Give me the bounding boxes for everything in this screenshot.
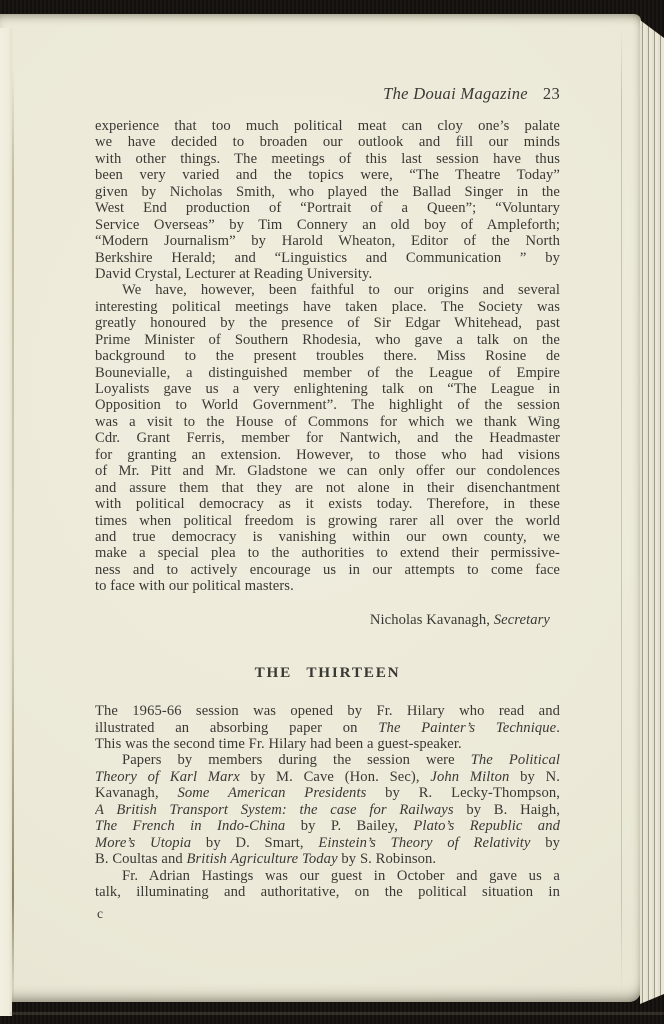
text-segment: The 1965-66 session was opened by Fr. Hilary who read and xyxy=(95,703,560,720)
text-segment: by D. Smart, xyxy=(191,834,319,851)
text-segment: B. Coultas and xyxy=(95,851,187,868)
text-segment: by M. Cave (Hon. Sec), xyxy=(239,768,431,785)
text-line xyxy=(95,118,560,134)
text-segment: Berkshire Herald; and “Linguistics and Communication ” by xyxy=(95,249,560,266)
text-line xyxy=(95,562,560,578)
text-segment: Service Overseas” by Tim Connery an old boy of Ampleforth; xyxy=(95,216,560,233)
text-segment: been very varied and the topics were, “The Theatre Today” xyxy=(95,167,560,184)
text-line xyxy=(95,703,560,719)
text-segment: we have decided to broaden our outlook and fill our minds xyxy=(95,134,560,151)
text-line xyxy=(95,736,560,752)
text-line xyxy=(95,802,560,818)
text-segment: by N. xyxy=(509,768,560,785)
text-line xyxy=(95,184,560,200)
text-segment: for granting an extension. However, to those who had visions xyxy=(95,446,560,463)
italic-text-segment: The French in Indo-China xyxy=(95,818,286,835)
printers-signature-mark: c xyxy=(97,906,103,921)
text-segment: Prime Minister of Southern Rhodesia, who gave a talk on the xyxy=(95,331,560,348)
italic-text-segment: Einstein’s Theory of Relativity xyxy=(318,834,531,851)
text-segment: with political democracy as it exists today. Therefore, in these xyxy=(95,496,560,513)
page-edges-stack xyxy=(640,20,664,1004)
paragraph xyxy=(95,752,560,867)
text-segment: Nicholas Kavanagh, xyxy=(369,611,494,628)
text-line xyxy=(95,299,560,315)
text-segment: was a visit to the House of Commons for which we thank Wing xyxy=(95,413,560,430)
text-line xyxy=(95,315,560,331)
page-number: 23 xyxy=(542,84,560,103)
text-line xyxy=(95,414,560,430)
text-line xyxy=(95,250,560,266)
text-segment: background to the present troubles there. Miss Rosine de xyxy=(95,348,560,365)
italic-text-segment: British Agriculture Today xyxy=(186,851,338,868)
text-line xyxy=(95,266,560,282)
text-segment: Fr. Adrian Hastings was our guest in October and gave us a xyxy=(122,867,560,884)
text-line xyxy=(95,752,560,768)
text-line xyxy=(95,348,560,364)
paragraph xyxy=(95,703,560,752)
italic-text-segment: A British Transport System: the case for Railways xyxy=(95,801,454,818)
italic-text-segment: Secretary xyxy=(493,611,550,628)
text-segment: greatly honoured by the presence of Sir Edgar Whitehead, past xyxy=(95,315,560,332)
paragraph xyxy=(95,868,560,901)
text-segment: times when political freedom is growing rarer all over the world xyxy=(95,512,560,529)
text-line xyxy=(95,167,560,183)
text-line xyxy=(95,496,560,512)
text-segment: illustrated an absorbing paper on xyxy=(95,719,379,736)
text-line xyxy=(95,868,560,884)
text-segment: make a special plea to the authorities to extend their permissive- xyxy=(95,545,560,562)
text-line xyxy=(95,720,560,736)
text-segment: by S. Robinson. xyxy=(337,851,437,868)
text-line xyxy=(95,151,560,167)
paragraph xyxy=(95,118,560,282)
text-line xyxy=(95,884,560,900)
text-segment: David Crystal, Lecturer at Reading University. xyxy=(95,265,373,282)
text-line xyxy=(95,134,560,150)
paragraph xyxy=(95,282,560,594)
signature-line xyxy=(95,612,560,628)
text-line xyxy=(95,282,560,298)
running-header xyxy=(95,84,560,104)
text-line xyxy=(95,818,560,834)
text-line xyxy=(95,851,560,867)
text-column xyxy=(95,118,560,900)
text-segment: This was the second time Fr. Hilary had been a guest-speaker. xyxy=(95,736,462,752)
italic-text-segment: More’s Utopia xyxy=(95,834,192,851)
text-segment: of Mr. Pitt and Mr. Gladstone we can only offer our condolences xyxy=(95,463,560,480)
italic-text-segment: John Milton xyxy=(430,768,510,785)
magazine-title: The Douai Magazine xyxy=(383,84,528,103)
text-segment: Loyalists gave us a very enlightening talk on “The League in xyxy=(95,381,560,397)
text-segment: to face with our political masters. xyxy=(95,578,294,595)
italic-text-segment: Theory of Karl Marx xyxy=(95,768,240,785)
magazine-page xyxy=(0,14,641,1002)
text-line xyxy=(95,430,560,446)
text-line xyxy=(95,332,560,348)
text-segment: Kavanagh, xyxy=(95,785,178,802)
text-line xyxy=(95,447,560,463)
text-segment: by P. Bailey, xyxy=(285,818,414,835)
text-segment: Opposition to World Government”. The highlight of the session xyxy=(95,397,560,414)
text-segment: We have, however, been faithful to our origins and several xyxy=(122,282,560,299)
page-fold-strip xyxy=(0,28,12,1016)
text-line xyxy=(95,578,560,594)
text-line xyxy=(95,529,560,545)
text-segment: . xyxy=(556,719,560,736)
text-line xyxy=(95,463,560,479)
italic-text-segment: Some American Presidents xyxy=(177,785,367,802)
text-segment: by R. Lecky-Thompson, xyxy=(366,785,560,802)
text-segment: interesting political meetings have taken place. The Society was xyxy=(95,298,560,315)
text-segment: Bounevialle, a distinguished member of the League of Empire xyxy=(95,364,560,381)
text-segment: Cdr. Grant Ferris, member for Nantwich, and the Headmaster xyxy=(95,430,560,447)
text-line xyxy=(95,200,560,216)
text-segment: Papers by members during the session were xyxy=(122,752,471,769)
text-line xyxy=(95,835,560,851)
page-crease xyxy=(12,66,14,1010)
text-line xyxy=(95,785,560,801)
section-heading: THE THIRTEEN xyxy=(254,664,401,682)
text-line xyxy=(95,381,560,397)
italic-text-segment: The Political xyxy=(470,752,560,769)
text-segment: given by Nicholas Smith, who played the Ballad Singer in the xyxy=(95,183,560,200)
text-line xyxy=(95,513,560,529)
text-line xyxy=(95,397,560,413)
text-line xyxy=(95,480,560,496)
text-line xyxy=(95,545,560,561)
page-edge-line xyxy=(621,26,622,998)
text-line xyxy=(95,217,560,233)
text-line xyxy=(95,365,560,381)
text-line xyxy=(95,233,560,249)
text-segment: with other things. The meetings of this last session have thus xyxy=(95,150,560,167)
text-segment: talk, illuminating and authoritative, on the political situation in xyxy=(95,883,560,900)
text-segment: ness and to actively encourage us in our attempts to come face xyxy=(95,561,560,578)
text-line xyxy=(95,769,560,785)
text-segment: and true democracy is vanishing within our own county, we xyxy=(95,528,560,545)
text-segment: by xyxy=(530,834,560,851)
text-segment: by B. Haigh, xyxy=(453,801,560,818)
text-segment: West End production of “Portrait of a Queen”; “Voluntary xyxy=(95,200,560,217)
text-segment: experience that too much political meat can cloy one’s palate xyxy=(95,118,560,134)
text-segment: “Modern Journalism” by Harold Wheaton, Editor of the North xyxy=(95,233,560,250)
text-segment: and assure them that they are not alone in their disenchantment xyxy=(95,479,560,496)
italic-text-segment: The Painter’s Technique xyxy=(378,719,557,736)
italic-text-segment: Plato’s Republic and xyxy=(413,818,560,835)
